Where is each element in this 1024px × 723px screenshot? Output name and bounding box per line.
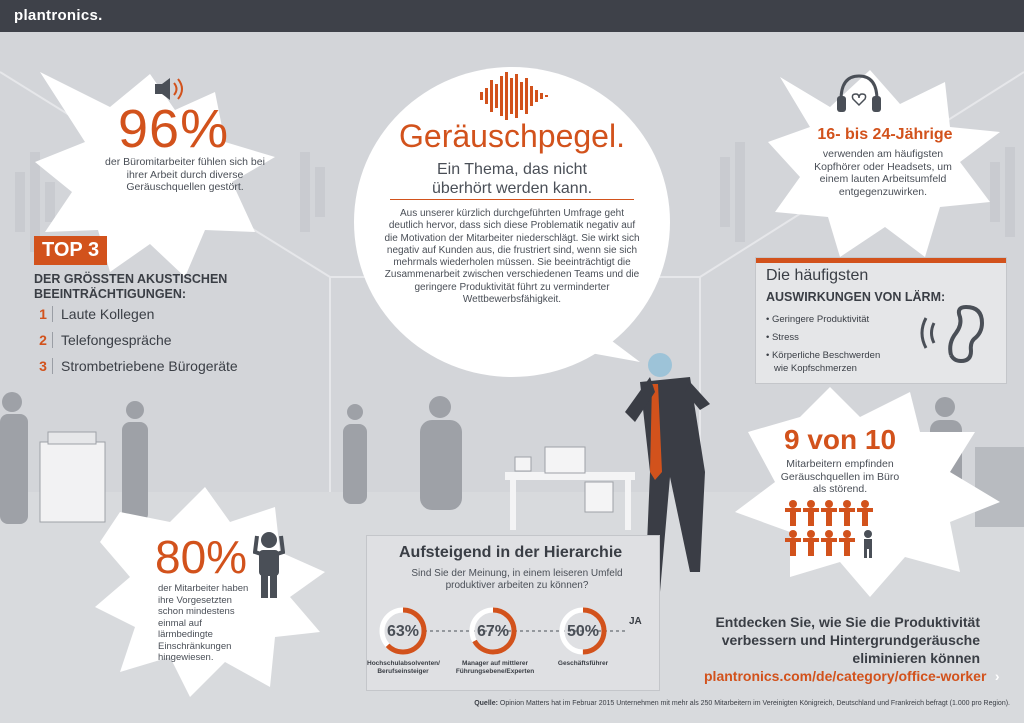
- top3-label: Laute Kollegen: [61, 306, 155, 322]
- cta-link[interactable]: [704, 668, 1000, 686]
- top3-item: [34, 332, 238, 358]
- top3-badge: TOP 3: [34, 236, 107, 265]
- header-bar: [0, 0, 1024, 32]
- stat-96-value: 96%: [118, 99, 230, 159]
- top3-list: [34, 306, 238, 384]
- donut-caption: Manager auf mittlerer Führungsebene/Experten: [455, 660, 535, 675]
- soundwave-icon: [480, 72, 550, 120]
- cta-url[interactable]: plantronics.com/de/category/office-worker: [704, 668, 987, 684]
- effects-item-cont: wie Kopfschmerzen: [774, 363, 857, 374]
- nine-text: Mitarbeitern empfinden Geräuschquellen im Büro als störend.: [780, 458, 900, 495]
- effects-list: [766, 313, 906, 375]
- hierarchy-answer-label: JA: [629, 616, 642, 627]
- top3-num: 1: [34, 306, 53, 322]
- people-icons: [785, 500, 885, 560]
- stat-80-value: 80%: [155, 531, 248, 583]
- top3-item: [34, 358, 238, 384]
- cta-text: Entdecken Sie, wie Sie die Produktivität verbessern und Hintergrundgeräusche eliminieren können: [715, 614, 980, 666]
- main-subtitle: Ein Thema, das nicht überhört werden kann.: [431, 161, 593, 197]
- youth-text: verwenden am häufigsten Kopfhörer oder Headsets, um einem lauten Arbeitsumfeld entgegenzuwirken.: [814, 148, 952, 198]
- effects-heading: AUSWIRKUNGEN VON LÄRM:: [766, 290, 946, 304]
- nine-value: 9 von 10: [783, 424, 897, 455]
- donut-caption: Geschäftsführer: [557, 660, 609, 667]
- top3-item: [34, 306, 238, 332]
- top3-heading: DER GRÖSSTEN AKUSTISCHEN BEEINTRÄCHTIGUNGEN:: [34, 272, 228, 301]
- donut-caption: Hochschulabsolventen/ Berufseinsteiger: [367, 660, 440, 675]
- donut-pct: 63%: [386, 623, 420, 640]
- main-body: Aus unserer kürzlich durchgeführten Umfrage geht deutlich hervor, dass sich diese Problematik negativ auf die Motivation der Mitarbeiter niederschlägt. Sie wirkt sich negativ auf Kunden aus, die frustriert sind, wenn sie sich mehrmals wiederholen müssen. Sie beeinträchtigt die Zusammenarbeit zwischen verschiedenen Teams und die geringere Produktivität führt zu verminderter Wettbewerbsfähigkeit.: [384, 208, 640, 306]
- effects-title: Die häufigsten: [766, 267, 869, 284]
- ear-icon: [916, 303, 996, 363]
- effects-item: • Stress: [766, 332, 799, 343]
- stat-80-text: der Mitarbeiter haben ihre Vorgesetzten schon mindestens einmal auf lärmbedingte Einschränkungen hingewiesen.: [158, 583, 249, 663]
- youth-title: 16- bis 24-Jährige: [817, 126, 953, 143]
- brand-logo: plantronics.: [14, 7, 103, 24]
- effects-panel: [755, 257, 1007, 384]
- effects-item: • Geringere Produktivität: [766, 314, 870, 325]
- headphones-icon: [835, 72, 883, 114]
- top3-num: 3: [34, 358, 53, 374]
- main-title: Geräuschpegel.: [399, 118, 625, 154]
- source-note: Quelle: Opinion Matters hat im Februar 2015 Unternehmen mit mehr als 250 Mitarbeitern im Vereinigten Königreich, Deutschland und Frankreich befragt (1.000 pro Region).: [474, 700, 1010, 707]
- top3-label: Strombetriebene Bürogeräte: [61, 358, 238, 374]
- hierarchy-panel: [366, 535, 660, 691]
- donut-pct: 50%: [566, 623, 600, 640]
- chevron-right-icon: ›: [994, 668, 1000, 684]
- main-divider: [390, 199, 634, 200]
- donut-pct: 67%: [476, 623, 510, 640]
- hierarchy-question: Sind Sie der Meinung, in einem leiseren Umfeld produktiver arbeiten zu können?: [411, 568, 623, 591]
- top3-num: 2: [34, 332, 53, 348]
- top3-label: Telefongespräche: [61, 332, 172, 348]
- stat-96-text: der Büromitarbeiter fühlen sich bei ihrer Arbeit durch diverse Geräuschquellen gestört.: [105, 156, 265, 193]
- hierarchy-title: Aufsteigend in der Hierarchie: [399, 544, 623, 561]
- effects-item: • Körperliche Beschwerden: [766, 350, 881, 361]
